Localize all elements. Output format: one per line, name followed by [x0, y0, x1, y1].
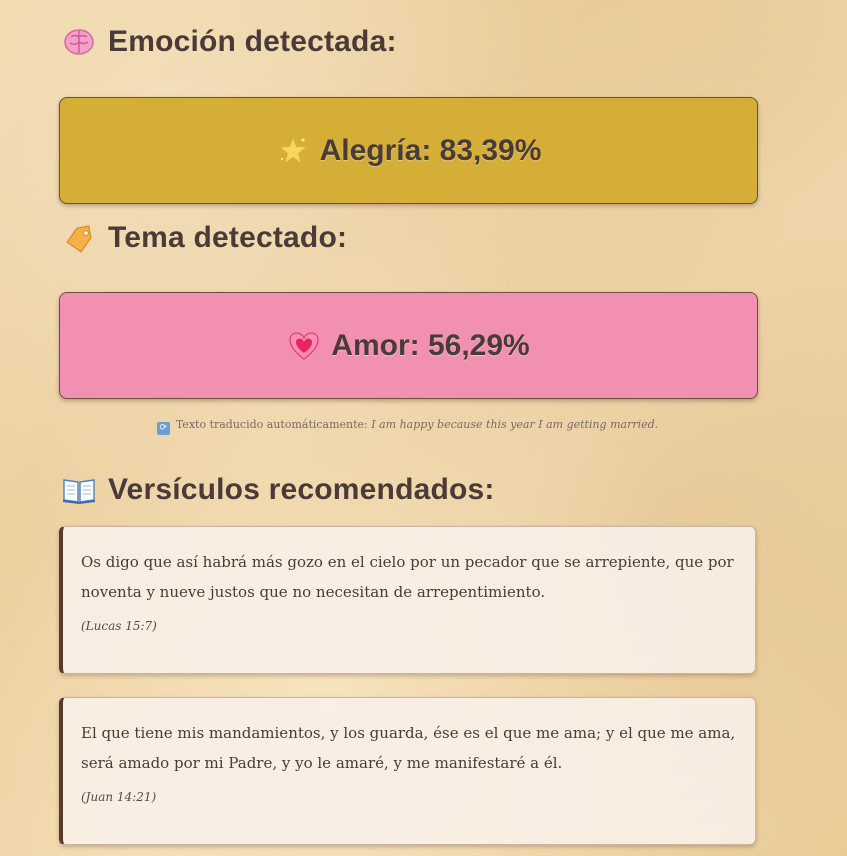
sparkle-star-icon	[276, 134, 310, 168]
emotion-heading	[62, 22, 397, 62]
verse-reference: (Lucas 15:7)	[81, 619, 157, 633]
emotion-heading-text: Emoción detectada:	[108, 25, 397, 58]
emotion-result-box	[59, 97, 758, 204]
translation-text: I am happy because this year I am getting married.	[371, 418, 659, 431]
verse-reference: (Juan 14:21)	[81, 790, 157, 804]
brain-icon	[62, 25, 96, 59]
refresh-icon: ⟳	[157, 422, 170, 435]
open-book-icon	[62, 473, 96, 507]
verse-text: El que tiene mis mandamientos, y los guarda, ése es el que me ama; y el que me ama, será amado por mi Padre, y yo le amaré, y me manifestaré a él.	[81, 724, 736, 772]
translation-label: Texto traducido automáticamente:	[175, 418, 368, 431]
topic-heading-text: Tema detectado:	[108, 221, 348, 254]
verse-card	[59, 697, 756, 845]
topic-result-box	[59, 292, 758, 399]
heart-icon	[287, 329, 321, 363]
translation-note	[59, 418, 756, 435]
topic-result-label: Amor: 56,29%	[331, 328, 530, 362]
verses-heading	[62, 470, 495, 510]
verse-text: Os digo que así habrá más gozo en el cielo por un pecador que se arrepiente, que por noventa y nueve justos que no necesitan de arrepentimiento.	[81, 553, 734, 601]
verse-card	[59, 526, 756, 674]
topic-heading	[62, 218, 347, 258]
verses-heading-text: Versículos recomendados:	[108, 473, 495, 506]
emotion-result-label: Alegría: 83,39%	[319, 133, 542, 167]
tag-icon	[62, 221, 96, 255]
